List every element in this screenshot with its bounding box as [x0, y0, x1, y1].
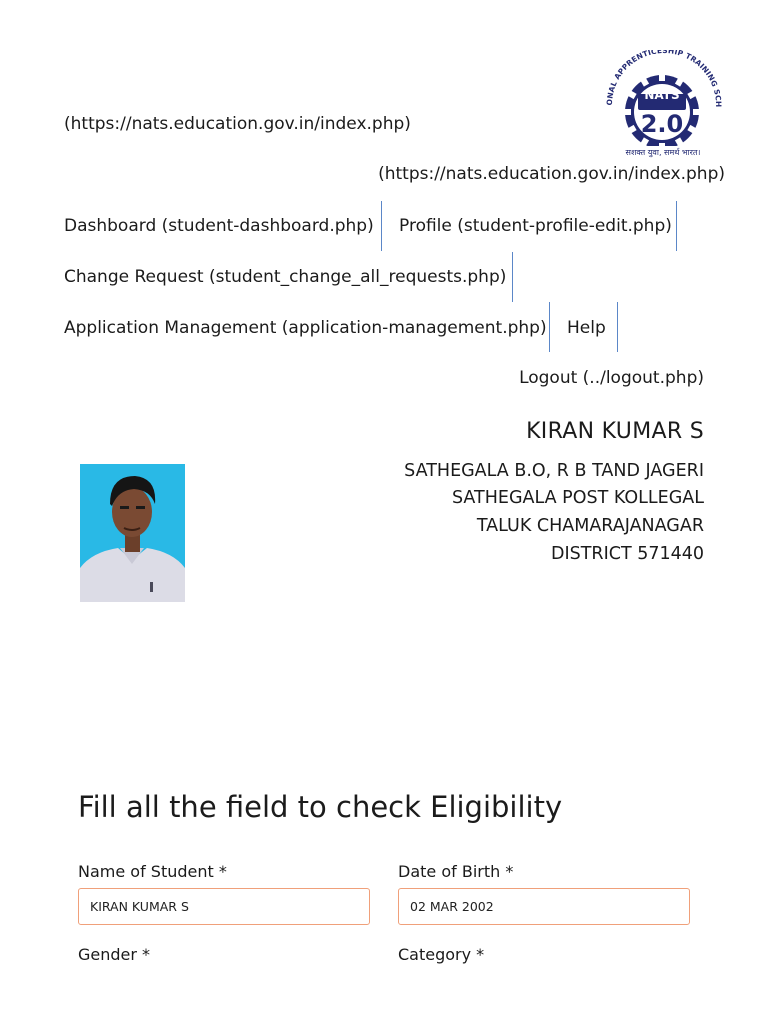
nav-application-management[interactable]: Application Management (application-management.php) [64, 318, 547, 338]
nav-separator [617, 302, 618, 352]
nav-separator [676, 201, 677, 251]
gender-label: Gender * [78, 945, 151, 964]
student-photo [80, 464, 185, 602]
nav-dashboard[interactable]: Dashboard (student-dashboard.php) [64, 216, 374, 236]
nav-separator [381, 201, 382, 251]
home-link[interactable]: (https://nats.education.gov.in/index.php) [64, 114, 411, 134]
student-name: KIRAN KUMAR S [526, 419, 704, 444]
nav-separator [549, 302, 550, 352]
svg-text:सशक्त युवा, समर्थ भारत।: सशक्त युवा, समर्थ भारत। [625, 148, 701, 157]
address-line: SATHEGALA B.O, R B TAND JAGERI [404, 461, 704, 481]
nav-change-request[interactable]: Change Request (student_change_all_requests.php) [64, 267, 507, 287]
svg-text:NATS: NATS [644, 88, 680, 102]
address-line: DISTRICT 571440 [550, 544, 704, 564]
nav-help[interactable]: Help [567, 318, 606, 338]
logo-home-link[interactable]: (https://nats.education.gov.in/index.php) [378, 164, 725, 184]
nav-profile[interactable]: Profile (student-profile-edit.php) [399, 216, 672, 236]
name-label: Name of Student * [78, 862, 227, 881]
svg-text:NATIONAL APPRENTICESHIP TRAINI: ONAL APPRENTICESHIP TRAINING SCH [604, 50, 724, 108]
address-line: SATHEGALA POST KOLLEGAL [452, 488, 704, 508]
nav-logout[interactable]: Logout (../logout.php) [519, 368, 704, 388]
address-line: TALUK CHAMARAJANAGAR [476, 516, 704, 536]
dob-field[interactable] [398, 888, 690, 925]
category-label: Category * [398, 945, 485, 964]
nats-logo[interactable] [600, 50, 726, 160]
name-field[interactable] [78, 888, 370, 925]
svg-text:2.0: 2.0 [640, 110, 684, 138]
dob-label: Date of Birth * [398, 862, 514, 881]
nav-separator [512, 252, 513, 302]
eligibility-title: Fill all the field to check Eligibility [78, 790, 563, 824]
